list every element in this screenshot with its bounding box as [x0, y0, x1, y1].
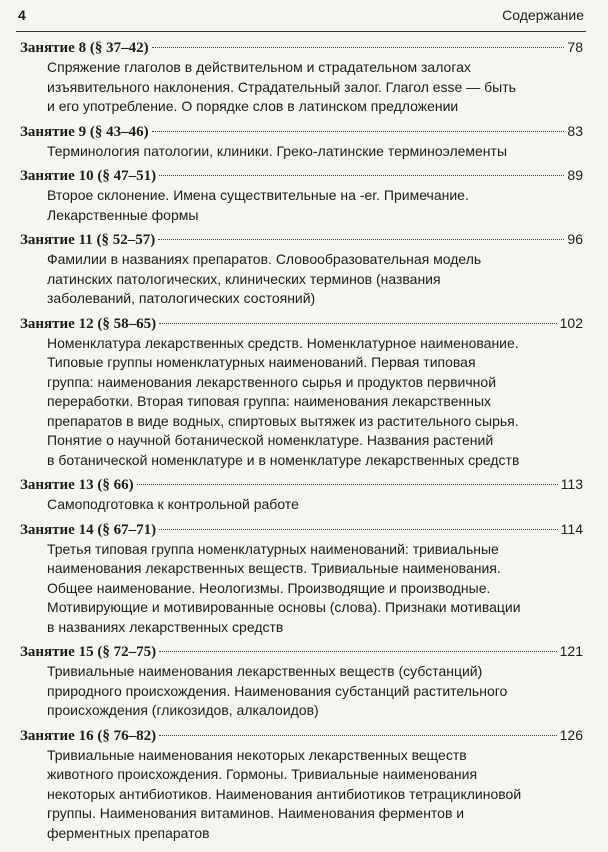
page-number: 4 — [18, 7, 26, 23]
page-reference: 78 — [567, 39, 583, 55]
description-line: Номенклатура лекарственных средств. Номенклатурное наименование. — [47, 334, 519, 351]
description-line: некоторых антибиотиков. Наименования антибиотиков тетрациклиновой — [47, 785, 522, 802]
toc-entry-heading — [20, 120, 583, 142]
description-line: Второе склонение. Имена существительные на -er. Примечание. — [47, 187, 469, 203]
description-line: Понятие о научной ботанической номенклатуре. Названия растений — [47, 432, 494, 448]
page-reference: 89 — [567, 167, 583, 183]
dot-leader — [159, 651, 557, 652]
lesson-title: Занятие 15 (§ 72–75) — [20, 644, 157, 660]
toc-entry-heading — [20, 312, 583, 334]
header-rule — [16, 31, 586, 32]
description-line: природного происхождения. Наименования субстанций растительного — [47, 682, 508, 699]
toc-entry-heading — [20, 473, 583, 495]
dot-leader — [159, 735, 557, 736]
lesson-title: Занятие 11 (§ 52–57) — [20, 232, 156, 248]
lesson-description — [47, 662, 543, 721]
description-line: препаратов в виде водных, спиртовых вытяжек из растительного сырья. — [47, 412, 519, 429]
page-reference: 113 — [560, 476, 583, 492]
lesson-description — [47, 334, 543, 471]
toc-entry — [20, 120, 583, 162]
description-line: группа: наименования лекарственного сырья и продуктов первичной — [47, 373, 497, 390]
lesson-title: Занятие 13 (§ 66) — [20, 477, 134, 493]
page-reference: 83 — [567, 122, 583, 139]
description-line: переработки. Вторая типовая группа: наименования лекарственных — [47, 393, 492, 409]
description-line: Третья типовая группа номенклатурных наименований: тривиальные — [47, 540, 499, 557]
description-line: животного происхождения. Гормоны. Тривиальные наименования — [47, 766, 478, 782]
description-line: Типовые группы номенклатурных наименований. Первая типовая — [47, 354, 476, 370]
toc-entry — [20, 640, 583, 721]
lesson-description — [47, 58, 543, 117]
description-line: латинских патологических, клинических терминов (названия — [47, 270, 441, 287]
lesson-description — [47, 746, 543, 844]
description-line: и его употребление. О порядке слов в латинском предложении — [47, 98, 459, 114]
lesson-description — [47, 540, 543, 638]
toc-entry — [20, 518, 583, 638]
dot-leader — [152, 131, 565, 132]
table-of-contents — [20, 33, 583, 843]
description-line: заболеваний, патологических состояний) — [47, 290, 316, 306]
toc-entry-heading — [20, 164, 583, 186]
description-line: наименования лекарственных веществ. Тривиальные наименования. — [47, 560, 501, 576]
description-line: изъявительного наклонения. Страдательный залог. Глагол esse — быть — [47, 78, 516, 95]
description-line: Спряжение глаголов в действительном и страдательном залогах — [47, 59, 471, 75]
toc-entry-heading — [20, 518, 583, 540]
lesson-title: Занятие 8 (§ 37–42) — [20, 40, 149, 56]
toc-entry-heading — [20, 724, 583, 746]
description-line: Лекарственные формы — [47, 206, 199, 223]
page-reference: 96 — [567, 231, 583, 247]
lesson-title: Занятие 9 (§ 43–46) — [20, 123, 149, 140]
lesson-title: Занятие 16 (§ 76–82) — [20, 727, 157, 744]
toc-entry — [20, 473, 583, 515]
dot-leader — [159, 323, 557, 324]
description-line: группы. Наименования витаминов. Наименования ферментов и — [47, 805, 465, 821]
lesson-title: Занятие 14 (§ 67–71) — [20, 521, 157, 538]
description-line: происхождения (гликозидов, алкалоидов) — [47, 702, 319, 718]
toc-entry — [20, 36, 583, 117]
toc-entry — [20, 724, 583, 844]
description-line: Фамилии в названиях препаратов. Словообразовательная модель — [47, 251, 482, 267]
lesson-description — [47, 142, 543, 162]
toc-entry — [20, 164, 583, 225]
page-reference: 126 — [559, 726, 583, 743]
dot-leader — [158, 239, 564, 240]
page-header — [18, 7, 584, 29]
description-line: Тривиальные наименования некоторых лекарственных веществ — [47, 746, 467, 763]
lesson-description — [47, 186, 543, 225]
description-line: Тривиальные наименования лекарственных веществ (субстанций) — [47, 663, 483, 679]
description-line: в названиях лекарственных средств — [47, 618, 284, 635]
dot-leader — [159, 529, 558, 530]
description-line: в ботанической номенклатуре и в номенклатуре лекарственных средств — [47, 451, 520, 468]
description-line: Самоподготовка к контрольной работе — [47, 496, 299, 512]
description-line: Общее наименование. Неологизмы. Производящие и производные. — [47, 579, 491, 596]
toc-entry-heading — [20, 228, 583, 250]
description-line: ферментных препаратов — [47, 824, 210, 841]
lesson-description — [47, 250, 543, 309]
page-reference: 114 — [560, 520, 583, 537]
dot-leader — [159, 175, 564, 176]
page-reference: 121 — [559, 643, 583, 659]
description-line: Мотивирующие и мотивированные основы (слова). Признаки мотивации — [47, 599, 521, 615]
toc-entry — [20, 312, 583, 471]
description-line: Терминология патологии, клиники. Греко-латинские терминоэлементы — [47, 142, 508, 159]
section-title: Содержание — [502, 7, 584, 23]
dot-leader — [137, 484, 558, 485]
lesson-title: Занятие 12 (§ 58–65) — [20, 315, 157, 332]
lesson-description — [47, 495, 543, 515]
dot-leader — [152, 47, 565, 48]
toc-entry-heading — [20, 36, 583, 58]
lesson-title: Занятие 10 (§ 47–51) — [20, 168, 157, 184]
toc-entry — [20, 228, 583, 309]
page-reference: 102 — [559, 314, 583, 331]
toc-entry-heading — [20, 640, 583, 662]
